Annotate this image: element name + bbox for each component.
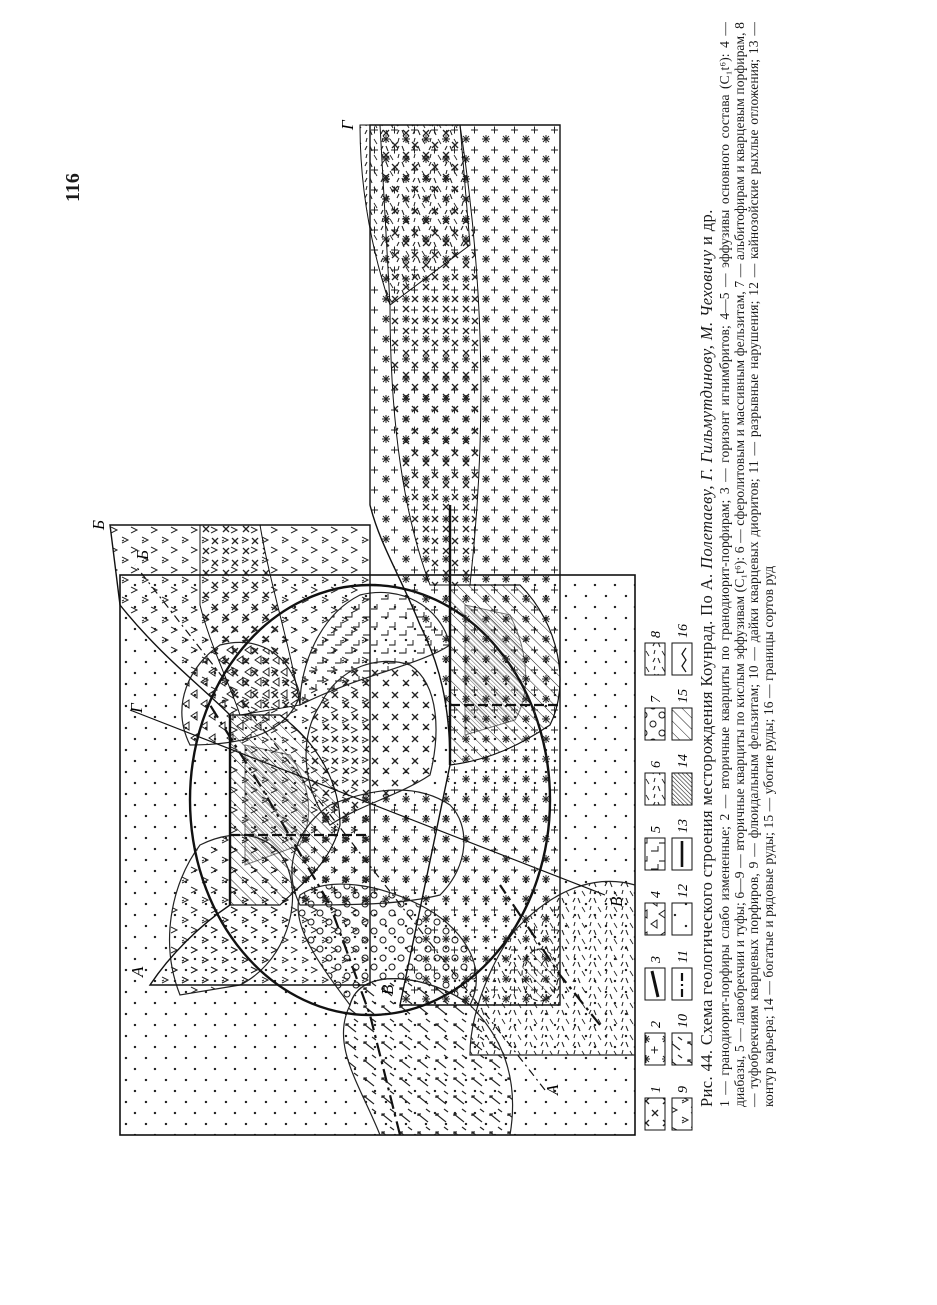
legend-swatch-5 (645, 838, 665, 870)
section-vg-label-right: Г (338, 120, 357, 130)
legend-swatch-16 (672, 643, 692, 675)
map-label-v: В (607, 896, 626, 907)
legend-number-13: 13 (676, 819, 691, 833)
legend-number-2: 2 (649, 1021, 664, 1028)
legend-swatch-2 (645, 1033, 665, 1065)
legend (645, 624, 692, 1130)
legend-number-10: 10 (676, 1014, 691, 1028)
legend-swatch-15 (672, 708, 692, 740)
caption-title-end: и др. (697, 209, 716, 250)
legend-row-2 (672, 624, 692, 1130)
caption-authors: Полетаеву, Г. Гильмутдинову, М. Чеховичу (697, 249, 716, 574)
legend-swatch-1 (645, 1098, 665, 1130)
legend-swatch-9 (672, 1098, 692, 1130)
legend-number-12: 12 (676, 884, 691, 898)
legend-number-7: 7 (649, 696, 664, 703)
legend-swatch-7 (645, 708, 665, 740)
legend-swatch-12 (672, 903, 692, 935)
section-vg-ore-lens (522, 949, 558, 1001)
legend-number-5: 5 (649, 826, 664, 833)
legend-number-1: 1 (649, 1086, 664, 1093)
section-ab-label-right: Б (89, 519, 108, 530)
legend-number-11: 11 (676, 950, 691, 963)
legend-row-1 (645, 631, 665, 1130)
caption-title (697, 22, 716, 1107)
legend-number-9: 9 (676, 1086, 691, 1093)
legend-swatch-6 (645, 773, 665, 805)
page-number: 116 (62, 173, 84, 202)
section-vg-label-left: В (378, 984, 397, 995)
legend-number-8: 8 (649, 631, 664, 638)
caption-title-text: Рис. 44. Схема геологического строения месторождения Коунрад. По А. (697, 573, 716, 1107)
legend-swatch-4 (645, 903, 665, 935)
legend-number-6: 6 (649, 761, 664, 768)
legend-swatch-8 (645, 643, 665, 675)
section-ab-label-left: А (128, 966, 147, 977)
figure-caption (697, 22, 777, 1107)
legend-swatch-10 (672, 1033, 692, 1065)
map-label-g: Г (127, 703, 146, 713)
legend-number-3: 3 (649, 956, 664, 963)
legend-number-14: 14 (676, 754, 691, 768)
legend-swatch-14 (672, 773, 692, 805)
legend-number-15: 15 (676, 689, 691, 703)
legend-number-4: 4 (649, 891, 664, 898)
caption-legend-text: 1 — гранодиорит-порфиры слабо измененные; 2 — вторичные кварциты по гранодиорит-порфирам; 3 — горизонт игнимбритов; 4—5 — эффузивы основного состава (C₁t⁶): 4 — диабазы, 5 — лавобрекчии и туфы; 6—9 — вторичные кварциты по кислым эффузивам (C₁t⁶): 6 — сферолитовым и массивным фельзитам, 7 — альбитофирам и кварцевым порфирам, 8 — туфобрекчиям кварцевых порфиров, 9 — флюидальным фельзитам; 10 — дайки кварцевых диоритов; 11 — разрывные нарушения; 12 — кайнозойские рыхлые отложения; 13 — контур карьера; 14 — богатые и рядовые руды; 15 — убогие руды; 16 — границы сортов руд (716, 22, 777, 1107)
map-label-a: А (543, 1084, 562, 1095)
legend-number-16: 16 (676, 624, 691, 638)
